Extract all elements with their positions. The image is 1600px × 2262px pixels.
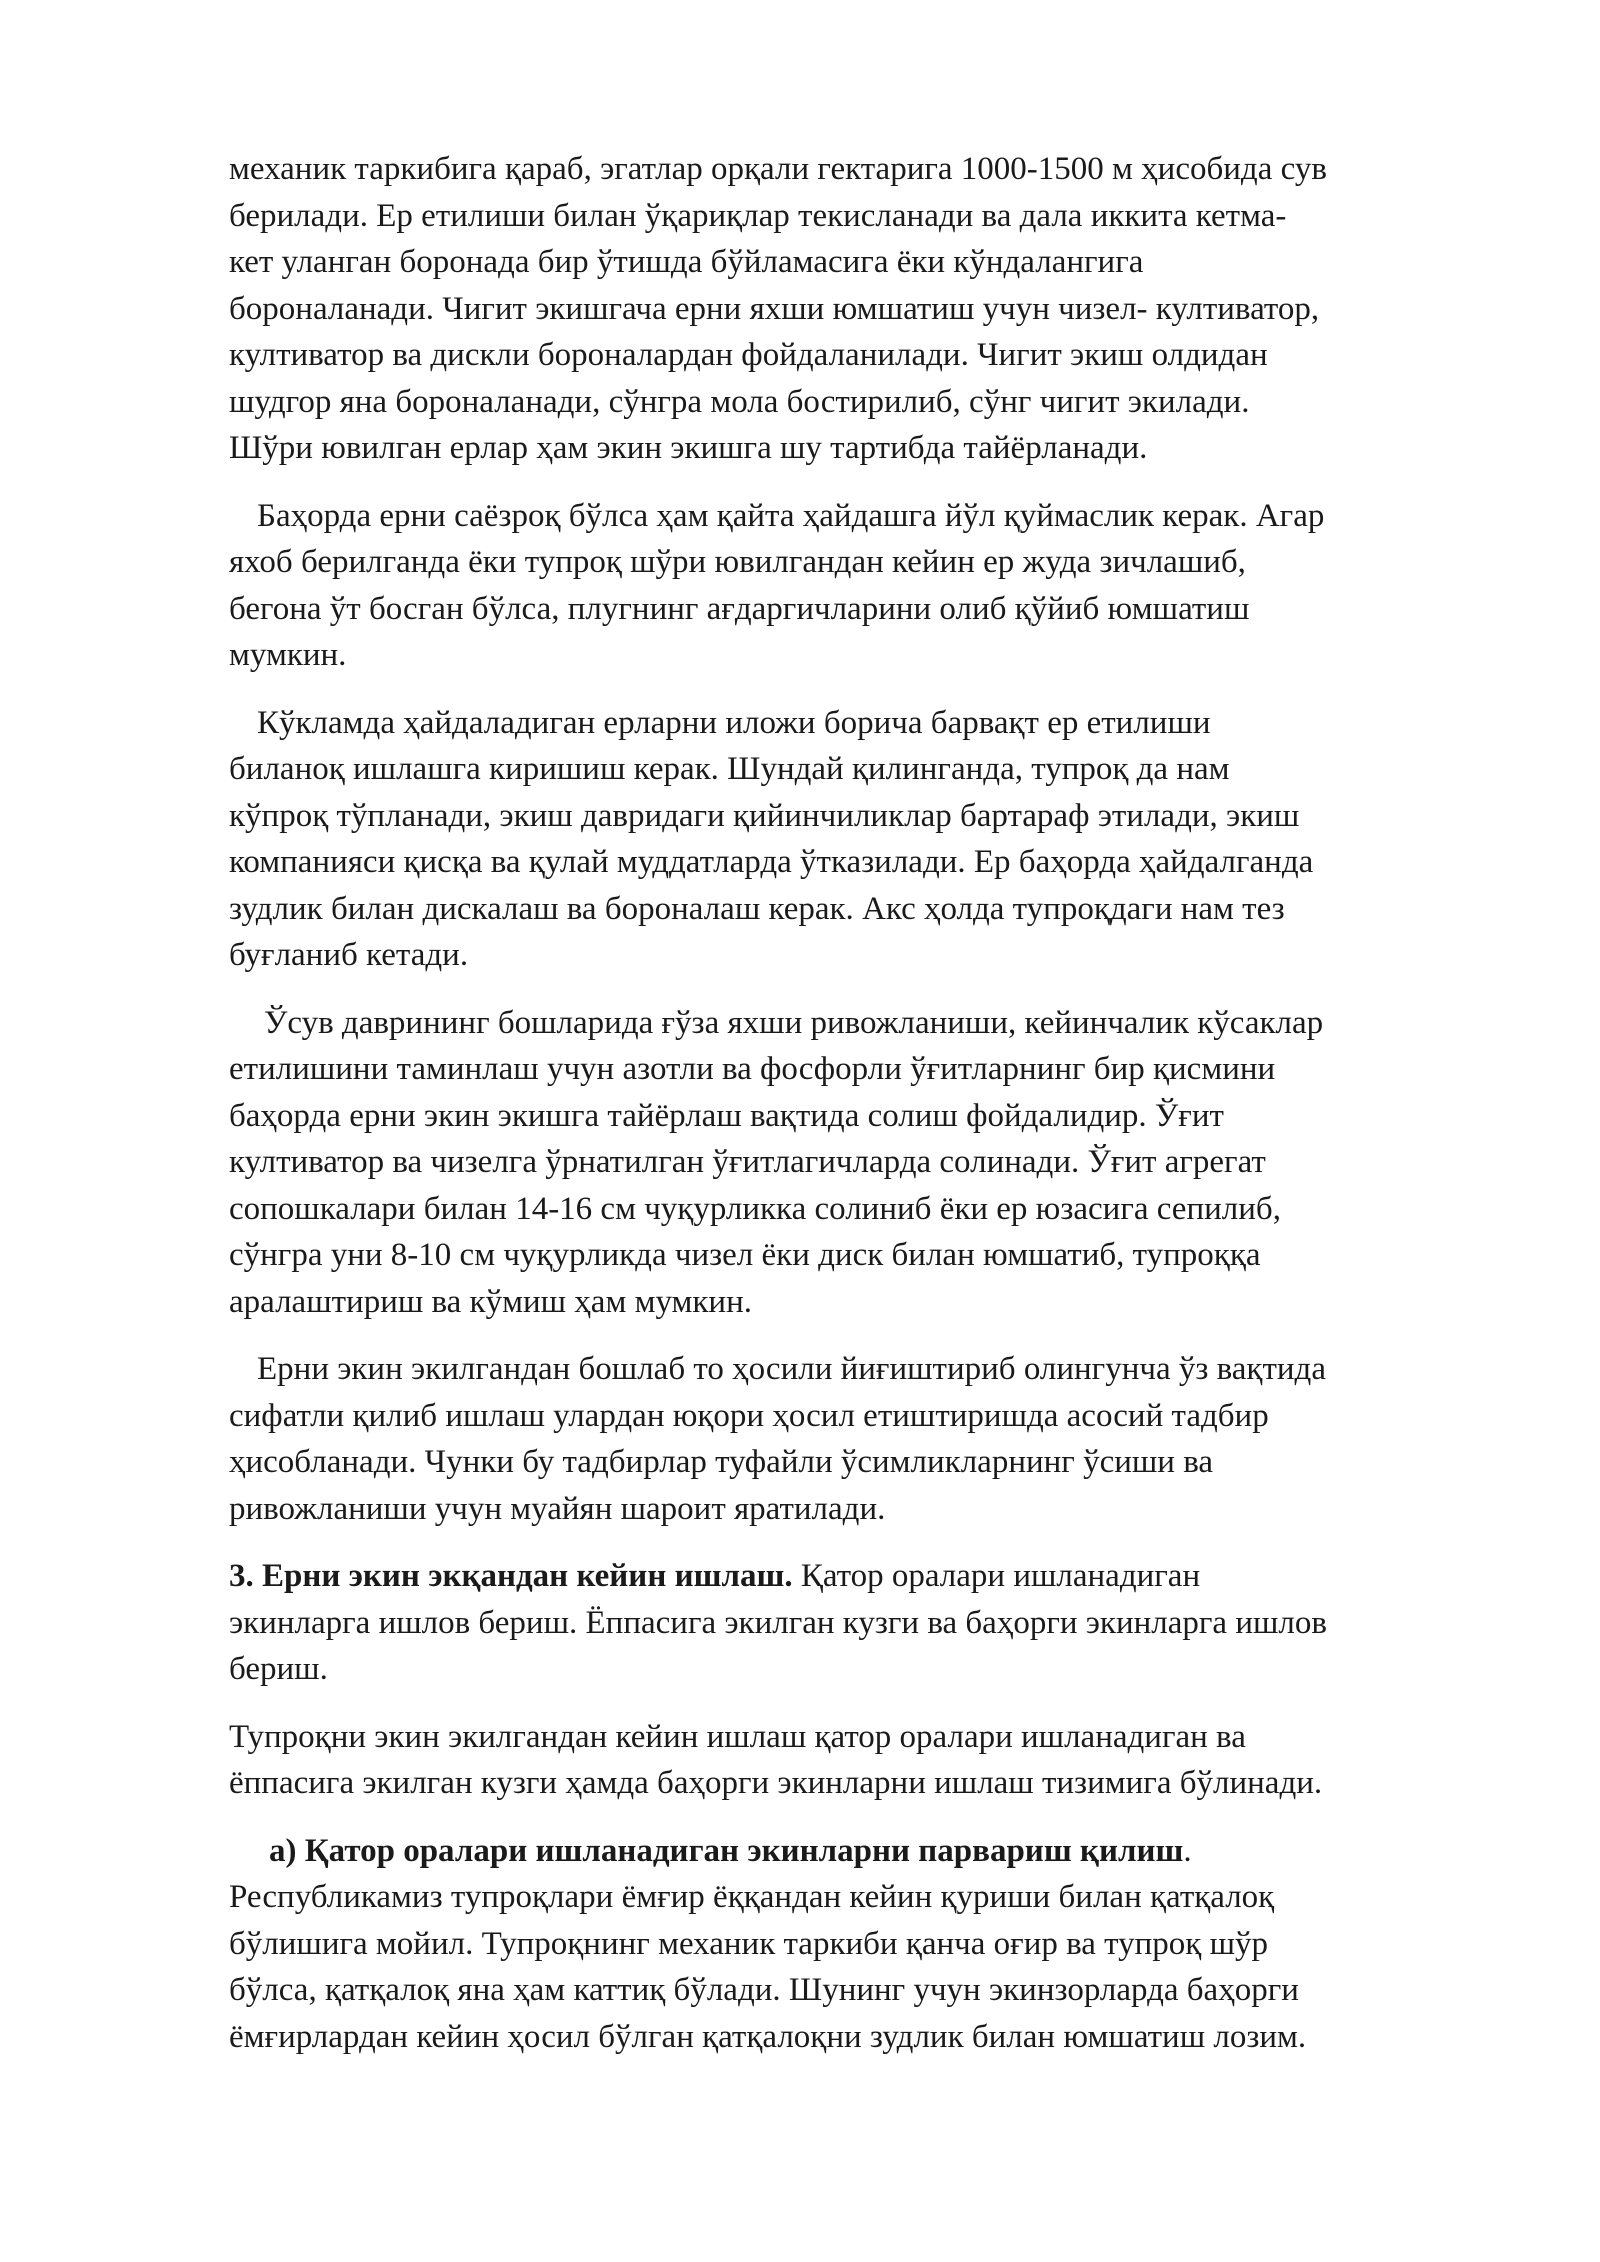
text-line: биланоқ ишлашга киришиш керак. Шундай қилинганда, тупроқ да нам [229, 751, 1230, 787]
text-line: бороналанади. Чигит экишгача ерни яхши юмшатиш учун чизел- култиватор, [229, 290, 1320, 327]
text-line: Шўри ювилган ерлар ҳам экин экишга шу тартибда тайёрланади. [229, 430, 1148, 466]
text-line: экинларга ишлов бериш. Ёппасига экилган кузги ва баҳорги экинларга ишлов [229, 1604, 1327, 1641]
document-body [229, 146, 1495, 2060]
text-line: бегона ўт босган бўлса, плугнинг ағдаргичларини олиб қўйиб юмшатиш [229, 590, 1250, 627]
text-line: Ўсув даврининг бошларида ғўза яхши ривожланиши, кейинчалик кўсаклар [264, 1004, 1324, 1041]
text-line: сифатли қилиб ишлаш улардан юқори ҳосил етиштиришда асосий тадбир [229, 1397, 1269, 1434]
paragraph-2 [229, 493, 1495, 679]
text-line: ёппасига экилган кузги ҳамда баҳорги экинларни ишлаш тизимига бўлинади. [229, 1765, 1323, 1801]
section-3-paragraph [229, 1553, 1495, 1693]
heading-continuation: . [1183, 1832, 1192, 1869]
section-heading: 3. Ерни экин экқандан кейин ишлаш. [229, 1558, 793, 1594]
text-line: Баҳорда ерни саёзроқ бўлса ҳам қайта ҳайдашга йўл қуймаслик керак. Агар [257, 497, 1325, 534]
text-line: ҳисобланади. Чунки бу тадбирлар туфайли ўсимликларнинг ўсиши ва [229, 1444, 1214, 1480]
text-line: бериш. [229, 1651, 328, 1687]
text-line: шудгор яна бороналанади, сўнгра мола бостирилиб, сўнг чигит экилади. [229, 383, 1250, 420]
text-line: Тупроқни экин экилгандан кейин ишлаш қатор оралари ишланадиган ва [229, 1718, 1246, 1755]
paragraph-1 [229, 146, 1495, 472]
paragraph-5 [229, 1346, 1495, 1532]
text-line: култиватор ва чизелга ўрнатилган ўғитлагичларда солинади. Ўғит агрегат [229, 1144, 1266, 1180]
text-line: Ерни экин экилгандан бошлаб то ҳосили йиғиштириб олингунча ўз вақтида [257, 1351, 1326, 1387]
subsection-heading: а) Қатор оралари ишланадиган экинларни парвариш қилиш [269, 1832, 1184, 1869]
paragraph-4 [229, 1000, 1495, 1326]
text-line: кўпроқ тўпланади, экиш давридаги қийинчиликлар бартараф этилади, экиш [229, 797, 1300, 834]
text-line: мумкин. [229, 637, 347, 673]
paragraph-3 [229, 700, 1495, 979]
heading-continuation: Қатор оралари ишланадиган [792, 1558, 1201, 1594]
text-line [229, 1828, 1495, 1875]
text-line: баҳорда ерни экин экишга тайёрлаш вақтида солиш фойдалидир. Ўғит [229, 1097, 1224, 1134]
text-line: Кўкламда ҳайдаладиган ерларни иложи борича барвақт ер етилиши [257, 704, 1211, 741]
text-line: яхоб берилганда ёки тупроқ шўри ювилгандан кейин ер жуда зичлашиб, [229, 544, 1246, 580]
text-line: сўнгра уни 8-10 см чуқурликда чизел ёки диск билан юмшатиб, тупроққа [229, 1237, 1261, 1273]
text-line [229, 1553, 1495, 1600]
text-line: компанияси қисқа ва қулай муддатларда ўтказилади. Ер баҳорда ҳайдалганда [229, 844, 1314, 880]
text-line: берилади. Ер етилиши билан ўқариқлар текисланади ва дала иккита кетма- [229, 197, 1287, 234]
text-line: Республикамиз тупроқлари ёмғир ёққандан кейин қуриши билан қатқалоқ [229, 1879, 1275, 1915]
paragraph-7 [229, 1714, 1495, 1807]
text-line: аралаштириш ва кўмиш ҳам мумкин. [229, 1283, 753, 1320]
text-line: бўлишига мойил. Тупроқнинг механик таркиби қанча оғир ва тупроқ шўр [229, 1925, 1269, 1962]
text-line: ривожланиши учун муайян шароит яратилади. [229, 1490, 886, 1527]
text-line: бўлса, қатқалоқ яна ҳам каттиқ бўлади. Шунинг учун экинзорларда баҳорги [229, 1972, 1299, 2008]
text-line: зудлик билан дискалаш ва бороналаш керак. Акс ҳолда тупроқдаги нам тез [229, 890, 1285, 927]
text-line: механик таркибига қараб, эгатлар орқали гектарига 1000-1500 м ҳисобида сув [229, 151, 1327, 187]
text-line: ёмғирлардан кейин ҳосил бўлган қатқалоқни зудлик билан юмшатиш лозим. [229, 2018, 1307, 2055]
text-line: буғланиб кетади. [229, 937, 469, 973]
text-line: сопошкалари билан 14-16 см чуқурликка солиниб ёки ер юзасига сепилиб, [229, 1190, 1281, 1227]
subsection-a-paragraph [229, 1828, 1495, 2061]
text-line: кет уланган боронада бир ўтишда бўйламасига ёки кўндалангига [229, 244, 1144, 280]
text-line: култиватор ва дискли бороналардан фойдаланилади. Чигит экиш олдидан [229, 337, 1268, 373]
text-line: етилишини таминлаш учун азотли ва фосфорли ўғитларнинг бир қисмини [229, 1051, 1276, 1087]
